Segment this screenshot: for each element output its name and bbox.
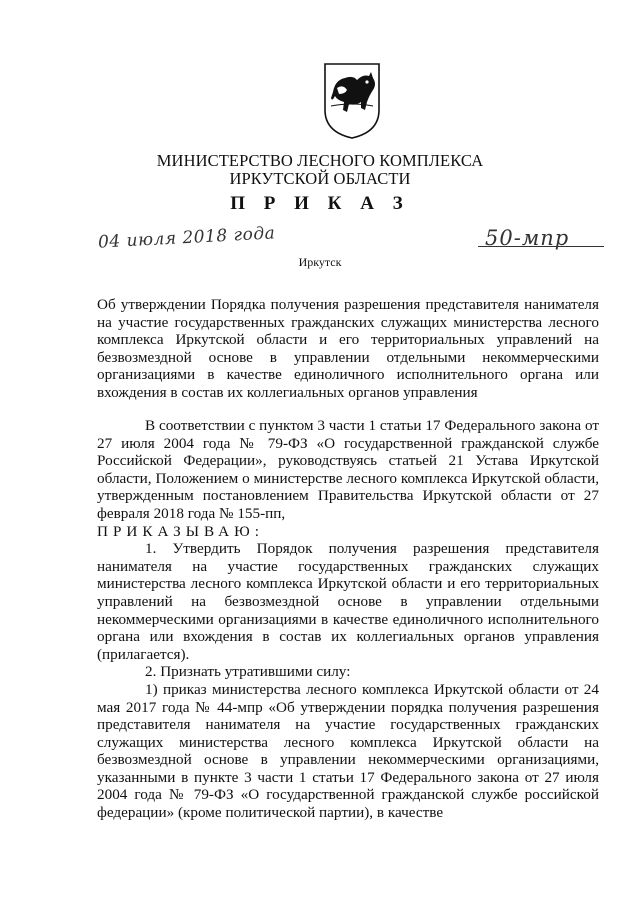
order-date-handwritten: 04 июля 2018 года: [97, 223, 276, 253]
city-label: Иркутск: [298, 255, 342, 269]
order-number-handwritten: 50-мпр: [485, 226, 570, 250]
ministry-line-2: ИРКУТСКОЙ ОБЛАСТИ: [229, 169, 411, 188]
order-heading: П Р И К А З: [230, 193, 410, 214]
item-1-paragraph: 1. Утвердить Порядок получения разрешения представителя нанимателя на участие государственных гражданских служащих министерства лесного комплекса Иркутской области и его территориальных управлений на безвозмездной основе в управлении отдельными некоммерческими организациями в качестве единоличного исполнительного органа или вхождения в состав их коллегиальных органов управления (прилагается).: [97, 540, 599, 663]
preamble-paragraph: В соответствии с пунктом 3 части 1 статьи 17 Федерального закона от 27 июля 2004 года № 79-ФЗ «О государственной гражданской службе Российской Федерации», руководствуясь статьей 21 Устава Иркутской области, Положением о министерстве лесного комплекса Иркутской области, утвержденным постановлением Правительства Иркутской области от 27 февраля 2018 года № 155-пп,: [97, 417, 599, 522]
item-2-paragraph: 2. Признать утратившими силу:: [145, 663, 351, 681]
order-verb: ПРИКАЗЫВАЮ:: [97, 522, 264, 540]
order-subject-title: Об утверждении Порядка получения разрешения представителя нанимателя на участие государственных гражданских служащих министерства лесного комплекса Иркутской области и его территориальных управлений на безвозмездной основе в управлении отдельными некоммерческими организациями в качестве единоличного исполнительного органа или вхождения в состав их коллегиальных органов управления: [97, 296, 599, 401]
item-2-1-paragraph: 1) приказ министерства лесного комплекса Иркутской области от 24 мая 2017 года № 44-мпр «Об утверждении порядка получения разрешения представителя нанимателя на участие государственных гражданских служащих министерства лесного комплекса Иркутской области на безвозмездной основе в управлении некоммерческими организациями, указанными в пункте 3 части 1 статьи 17 Федерального закона от 27 июля 2004 года № 79-ФЗ «О государственной гражданской службе российской федерации» (кроме политической партии), в качестве: [97, 680, 599, 822]
ministry-name: [0, 152, 640, 188]
order-number-underline: [478, 246, 604, 247]
ministry-line-1: МИНИСТЕРСТВО ЛЕСНОГО КОМПЛЕКСА: [156, 151, 484, 170]
irkutsk-coat-of-arms-icon: [323, 62, 381, 140]
order-body: [97, 417, 599, 822]
